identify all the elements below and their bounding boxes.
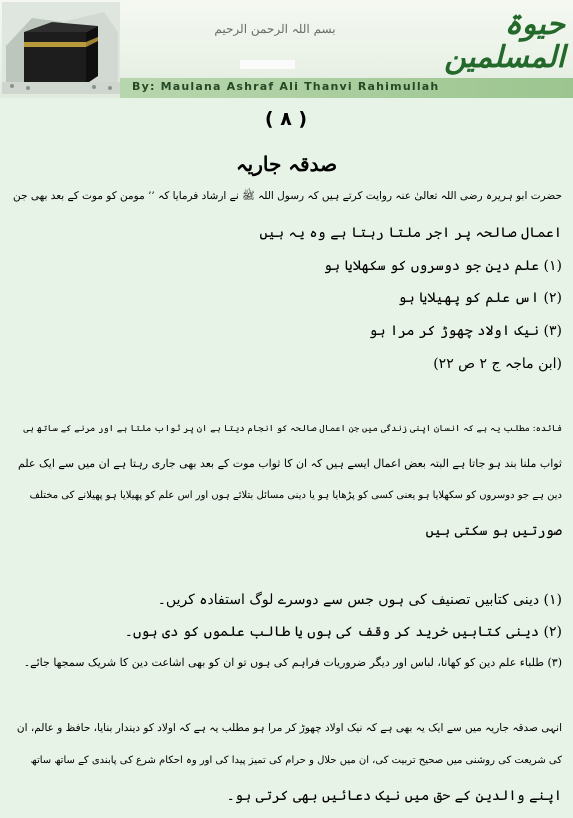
hadith-reference: (ابن ماجہ ج ۲ ص ۲۲) <box>433 356 562 372</box>
bismillah: بسم اللہ الرحمن الرحیم <box>214 22 336 36</box>
page-header <box>0 0 573 98</box>
hadith-item: (۲) اس علم کو پھیلایا ہو <box>398 290 562 306</box>
closing-line: اپنے والدین کے حق میں نیک دعائیں بھی کرتی ہو۔ <box>226 788 562 804</box>
faida-line: ثواب ملنا بند ہو جاتا ہے البتہ بعض اعمال ایسے ہیں کہ ان کا ثواب موت کے بعد بھی جاری رہتا ہے ان میں سے ایک علم <box>17 457 562 470</box>
faida-line: صورتیں ہو سکتی ہیں <box>425 523 562 539</box>
faida-line: فائدہ: مطلب یہ ہے کہ انسان اپنی زندگی میں جن اعمال صالحہ کو انجام دیتا ہے ان پر ثواب ملتا ہے اور مرنے کے ساتھ ہی <box>23 424 562 434</box>
closing-line: انہی صدقہ جاریہ میں سے ایک یہ بھی ہے کہ نیک اولاد چھوڑ کر مرا ہو مطلب یہ ہے کہ اولاد کو دیندار بنایا، حافظ و عالم، ان <box>16 722 562 734</box>
section-heading: صدقہ جاریہ <box>235 152 338 176</box>
form-item: (۲) دینی کتابیں خرید کر وقف کی ہوں یا طالب علموں کو دی ہوں۔ <box>124 624 562 640</box>
faida-line: دین ہے جو دوسروں کو سکھلایا ہو یعنی کسی کو پڑھایا ہو یا دینی مسائل بتلائے ہوں اور اس علم کو پھیلایا ہو پھیلانے کی مختلف <box>29 490 562 501</box>
hadith-line: حضرت ابو ہریرہ رضی اللہ تعالیٰ عنہ روایت کرتے ہیں کہ رسول اللہ ﷺ نے ارشاد فرمایا کہ ’’ مومن کو موت کے بعد بھی جن <box>13 190 562 202</box>
hadith-item: (۱) علم دین جو دوسروں کو سکھلایا ہو <box>323 258 562 274</box>
hadith-item: (۳) نیک اولاد چھوڑ کر مرا ہو <box>369 323 562 339</box>
header-bar <box>240 60 295 69</box>
kaaba-image <box>2 2 120 94</box>
site-logo: حیوۃ المسلمین <box>444 7 565 75</box>
closing-line: کی شریعت کی روشنی میں صحیح تربیت کی، ان میں حلال و حرام کی تمیز پیدا کی اور وہ احکام شرع کی پابندی کے ساتھ ساتھ <box>30 755 562 766</box>
author-byline: By: Maulana Ashraf Ali Thanvi Rahimullah <box>132 80 440 93</box>
hadith-line: اعمال صالحہ پر اجر ملتا رہتا ہے وہ یہ ہیں <box>259 225 562 241</box>
chapter-number: ( ۸ ) <box>264 108 308 130</box>
form-item: (۳) طلباء علم دین کو کھانا، لباس اور دیگر ضروریات فراہم کی ہوں تو ان کو بھی اشاعت دین کا شریک سمجھا جائے۔ <box>23 656 562 669</box>
form-item: (۱) دینی کتابیں تصنیف کی ہوں جس سے دوسرے لوگ استفادہ کریں۔ <box>157 592 562 608</box>
